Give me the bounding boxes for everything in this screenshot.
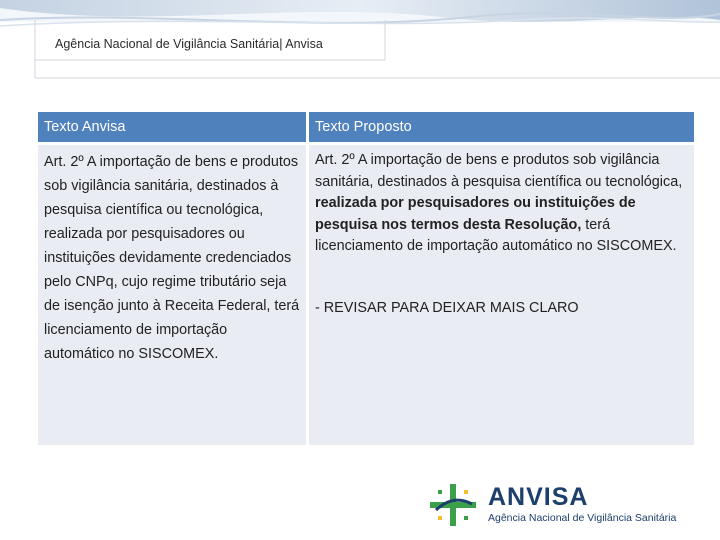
- logo-subtitle: Agência Nacional de Vigilância Sanitária: [488, 512, 677, 524]
- cell-texto-proposto: [309, 145, 694, 445]
- header-texto-anvisa: Texto Anvisa: [38, 112, 306, 142]
- proposed-text-start: Art. 2º A importação de bens e produtos sob vigilância sanitária, destinados à pesquisa científica ou tecnológica,: [315, 152, 683, 190]
- proposed-article: [315, 150, 688, 258]
- proposed-text-bold: realizada por pesquisadores ou instituições de pesquisa nos termos desta Resolução,: [315, 195, 636, 233]
- slide-header: [0, 0, 720, 80]
- anvisa-logo: [428, 480, 688, 530]
- table-body-row: [38, 145, 694, 445]
- comparison-table: [38, 112, 694, 445]
- table-header-row: [38, 112, 694, 142]
- cell-texto-anvisa: Art. 2º A importação de bens e produtos sob vigilância sanitária, destinados à pesquisa científica ou tecnológica, realizada por pesquisadores ou instituições devidamente credenciados pelo CNPq, cujo regime tributário seja de isenção junto à Receita Federal, terá licenciamento de importação automático no SISCOMEX.: [38, 145, 306, 445]
- proposed-text-end: terá licenciamento de importação automático no SISCOMEX.: [315, 216, 677, 254]
- revision-note: - REVISAR PARA DEIXAR MAIS CLARO: [315, 299, 579, 316]
- logo-wordmark: ANVISA: [488, 483, 589, 511]
- anvisa-cross-icon: [428, 480, 484, 530]
- header-texto-proposto: Texto Proposto: [309, 112, 694, 142]
- header-title: Agência Nacional de Vigilância Sanitária| Anvisa: [55, 37, 323, 51]
